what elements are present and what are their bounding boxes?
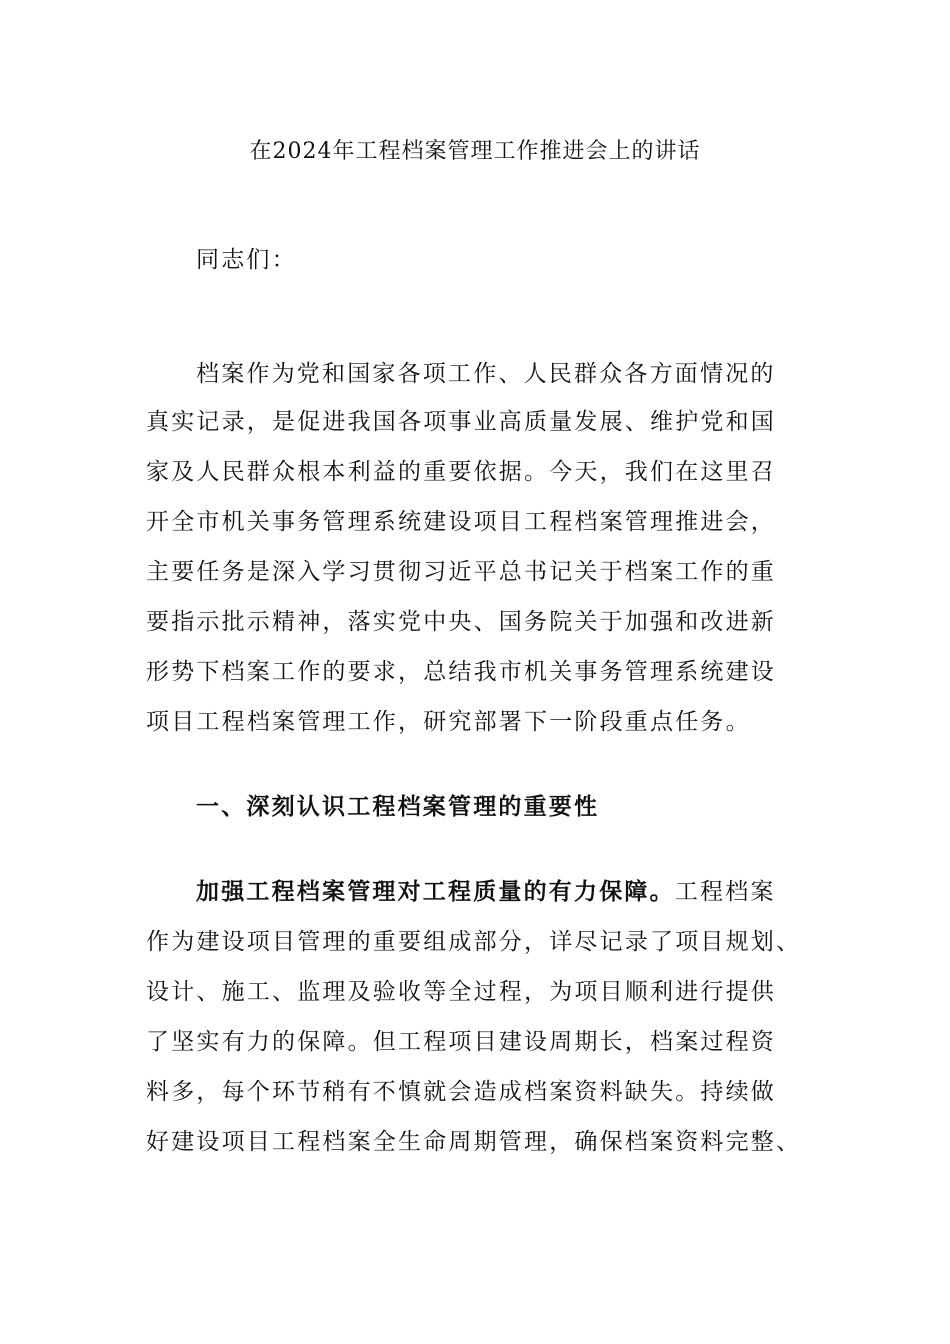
paragraph-1-line-4: 开全市机关事务管理系统建设项目工程档案管理推进会，	[146, 509, 776, 535]
paragraph-2-line-1	[196, 875, 856, 909]
paragraph-1-line-7: 形势下档案工作的要求，总结我市机关事务管理系统建设	[146, 659, 776, 685]
paragraph-1-line-5: 主要任务是深入学习贯彻习近平总书记关于档案工作的重	[146, 559, 776, 585]
paragraph-2-lead: 加强工程档案管理对工程质量的有力保障。	[196, 878, 675, 905]
paragraph-1-line-1: 档案作为党和国家各项工作、人民群众各方面情况的	[196, 361, 776, 387]
paragraph-1-line-8: 项目工程档案管理工作，研究部署下一阶段重点任务。	[146, 709, 751, 735]
paragraph-2-line-5: 料多，每个环节稍有不慎就会造成档案资料缺失。持续做	[146, 1079, 776, 1105]
paragraph-1-line-3: 家及人民群众根本利益的重要依据。今天，我们在这里召	[146, 459, 776, 485]
paragraph-2-line-4: 了坚实有力的保障。但工程项目建设周期长，档案过程资	[146, 1029, 776, 1055]
paragraph-2-line-2: 作为建设项目管理的重要组成部分，详尽记录了项目规划、	[146, 929, 802, 955]
section-heading: 一、深刻认识工程档案管理的重要性	[196, 793, 600, 820]
paragraph-2-lead-rest: 工程档案	[674, 879, 776, 905]
paragraph-2-line-3: 设计、施工、监理及验收等全过程，为项目顺利进行提供	[146, 979, 776, 1005]
paragraph-2-line-6: 好建设项目工程档案全生命周期管理，确保档案资料完整、	[146, 1129, 802, 1155]
paragraph-1-line-6: 要指示批示精神，落实党中央、国务院关于加强和改进新	[146, 609, 776, 635]
paragraph-1-line-2: 真实记录，是促进我国各项事业高质量发展、维护党和国	[146, 409, 776, 435]
salutation: 同志们：	[196, 247, 297, 273]
document-title: 在2024年工程档案管理工作推进会上的讲话	[249, 139, 701, 164]
